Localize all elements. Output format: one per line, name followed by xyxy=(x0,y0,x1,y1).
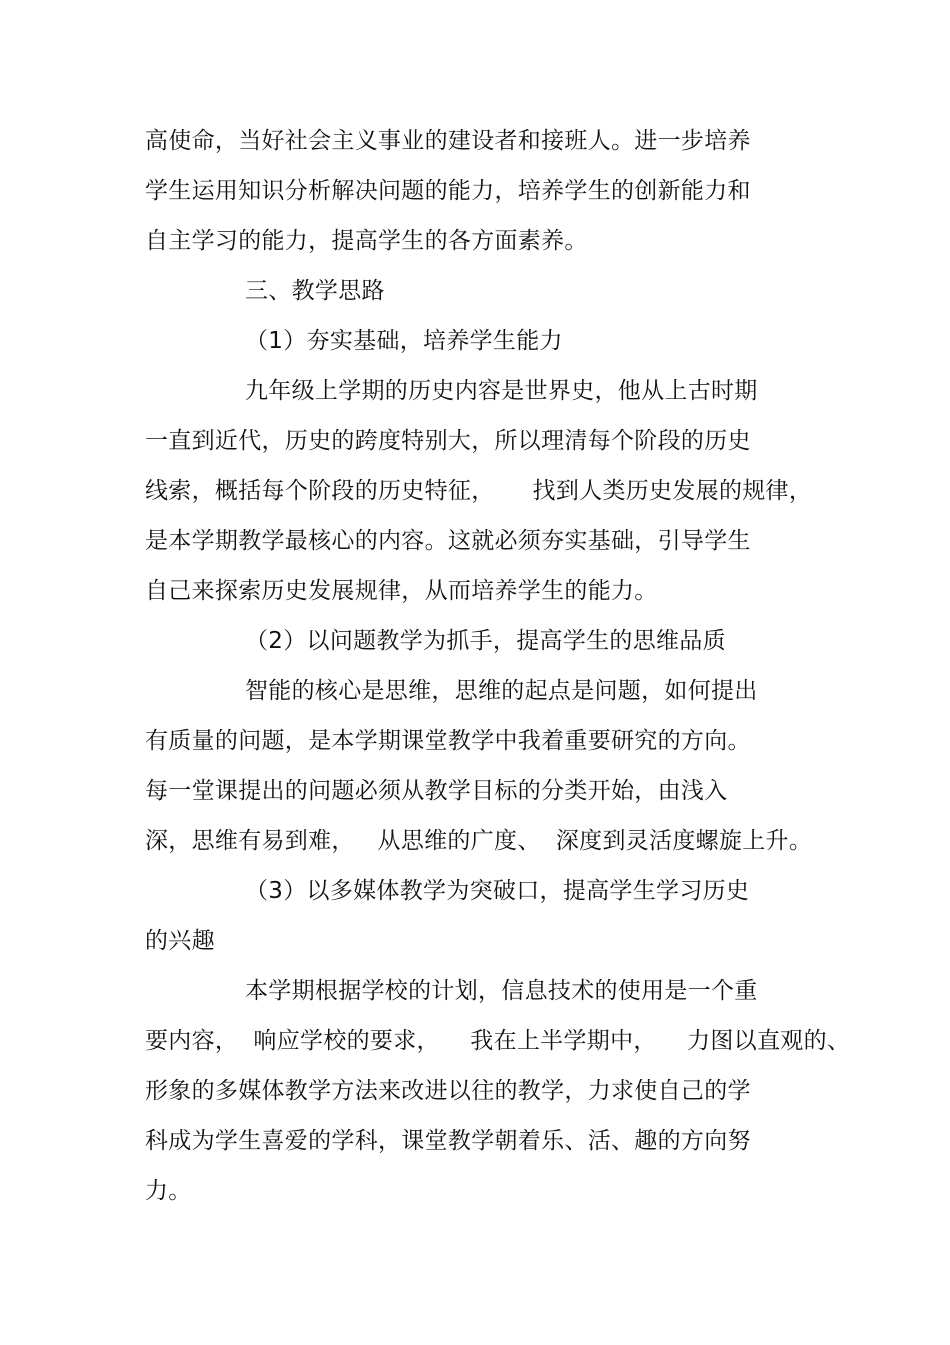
paragraph-line: 自己来探索历史发展规律，从而培养学生的能力。 xyxy=(145,578,658,604)
paragraph-line: 高使命，当好社会主义事业的建设者和接班人。进一步培养 xyxy=(145,128,751,154)
paragraph-line: 一直到近代，历史的跨度特别大，所以理清每个阶段的历史 xyxy=(145,428,751,454)
subsection-heading: （1）夯实基础，培养学生能力 xyxy=(245,328,563,354)
paragraph-line: 有质量的问题，是本学期课堂教学中我着重要研究的方向。 xyxy=(145,728,751,754)
subsection-heading: （2）以问题教学为抓手，提高学生的思维品质 xyxy=(245,628,726,654)
paragraph-line: 深，思维有易到难， 从思维的广度、 深度到灵活度螺旋上升。 xyxy=(145,828,813,854)
subsection-heading-continued: 的兴趣 xyxy=(145,928,215,954)
paragraph-line: 智能的核心是思维，思维的起点是问题，如何提出 xyxy=(245,678,758,704)
paragraph-line: 科成为学生喜爱的学科，课堂教学朝着乐、活、趣的方向努 xyxy=(145,1128,751,1154)
paragraph-line: 自主学习的能力，提高学生的各方面素养。 xyxy=(145,228,588,254)
subsection-heading: （3）以多媒体教学为突破口，提高学生学习历史 xyxy=(245,878,750,904)
paragraph-line: 线索，概括每个阶段的历史特征， 找到人类历史发展的规律， xyxy=(145,478,813,504)
paragraph-line: 是本学期教学最核心的内容。这就必须夯实基础，引导学生 xyxy=(145,528,751,554)
paragraph-line: 每一堂课提出的问题必须从教学目标的分类开始，由浅入 xyxy=(145,778,728,804)
paragraph-line: 形象的多媒体教学方法来改进以往的教学，力求使自己的学 xyxy=(145,1078,751,1104)
paragraph-line: 九年级上学期的历史内容是世界史，他从上古时期 xyxy=(245,378,758,404)
paragraph-line: 力。 xyxy=(145,1178,192,1204)
paragraph-line: 本学期根据学校的计划，信息技术的使用是一个重 xyxy=(245,978,758,1004)
paragraph-line: 学生运用知识分析解决问题的能力，培养学生的创新能力和 xyxy=(145,178,751,204)
paragraph-line: 要内容， 响应学校的要求， 我在上半学期中， 力图以直观的、 xyxy=(145,1028,851,1054)
section-heading: 三、教学思路 xyxy=(245,278,385,304)
